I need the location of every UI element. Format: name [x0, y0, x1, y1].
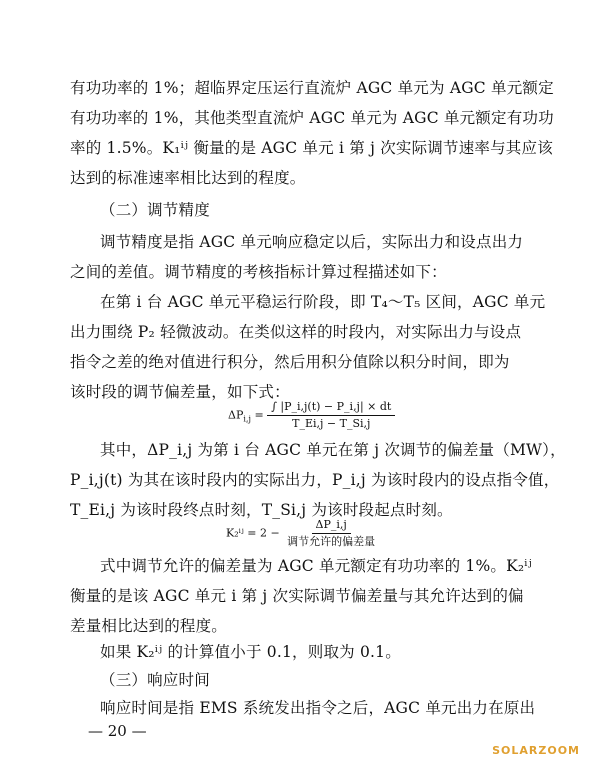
paragraph-line: 式中调节允许的偏差量为 AGC 单元额定有功功率的 1%。K₂ⁱʲ [100, 557, 532, 575]
watermark-logo: SOLARZOOM [492, 744, 580, 757]
formula-lhs: ΔP [228, 408, 244, 422]
paragraph-line: 指令之差的绝对值进行积分，然后用积分值除以积分时间，即为 [70, 353, 510, 371]
paragraph-line: 衡量的是该 AGC 单元 i 第 j 次实际调节偏差量与其允许达到的偏 [70, 587, 524, 605]
formula-numerator: ∫ |P_i,j(t) − P_i,j| × dt [267, 400, 395, 416]
text-line-1: 有功功率的 1%；超临界定压运行直流炉 AGC 单元为 AGC 单元额定 [70, 79, 554, 97]
formula-denominator: T_Ei,j − T_Si,j [292, 417, 371, 430]
paragraph-line: 该时段的调节偏差量，如下式： [70, 383, 290, 401]
paragraph-line: 出力围绕 P₂ 轻微波动。在类似这样的时段内，对实际出力与设点 [70, 323, 522, 341]
paragraph-line: 响应时间是指 EMS 系统发出指令之后，AGC 单元出力在原出 [100, 699, 536, 717]
formula-k2-numerator: ΔP_i,j [312, 518, 351, 534]
page-number: — 20 — [88, 722, 147, 740]
text-line-3: 率的 1.5%。K₁ⁱʲ 衡量的是 AGC 单元 i 第 j 次实际调节速率与其应该 [70, 139, 553, 157]
explain-line: P_i,j(t) 为其在该时段内的实际出力，P_i,j 为该时段内的设点指令值， [70, 471, 560, 489]
paragraph-line: 在第 i 台 AGC 单元平稳运行阶段，即 T₄～T₅ 区间，AGC 单元 [100, 293, 546, 311]
paragraph-line: 之间的差值。调节精度的考核指标计算过程描述如下： [70, 263, 447, 281]
formula-deviation: $\Delta P_{i,j}$ = $\frac{\int |P\_i,j(t) - P\_i,j| \times dt}{T\_Ei,j - T\_Si,j}$ [228, 400, 395, 431]
explain-line: 其中，ΔP_i,j 为第 i 台 AGC 单元在第 j 次调节的偏差量（MW）， [100, 441, 566, 459]
formula-k2 [226, 518, 379, 549]
section-heading-precision: （二）调节精度 [100, 201, 210, 219]
text-line-2: 有功功率的 1%，其他类型直流炉 AGC 单元为 AGC 单元额定有功功 [70, 109, 554, 127]
text-line-4: 达到的标准速率相比达到的程度。 [70, 169, 306, 187]
paragraph-line: 如果 K₂ⁱʲ 的计算值小于 0.1，则取为 0.1。 [100, 643, 401, 661]
formula-k2-denominator: 调节允许的偏差量 [287, 535, 376, 548]
section-heading-response: （三）响应时间 [100, 671, 210, 689]
formula-k2-lhs: K₂ⁱʲ = 2 − [226, 526, 280, 540]
explain-line: T_Ei,j 为该时段终点时刻，T_Si,j 为该时段起点时刻。 [70, 501, 453, 519]
paragraph-line: 差量相比达到的程度。 [70, 617, 228, 635]
formula-lhs-sub: i,j [243, 414, 251, 424]
paragraph-line: 调节精度是指 AGC 单元响应稳定以后，实际出力和设点出力 [100, 233, 524, 251]
